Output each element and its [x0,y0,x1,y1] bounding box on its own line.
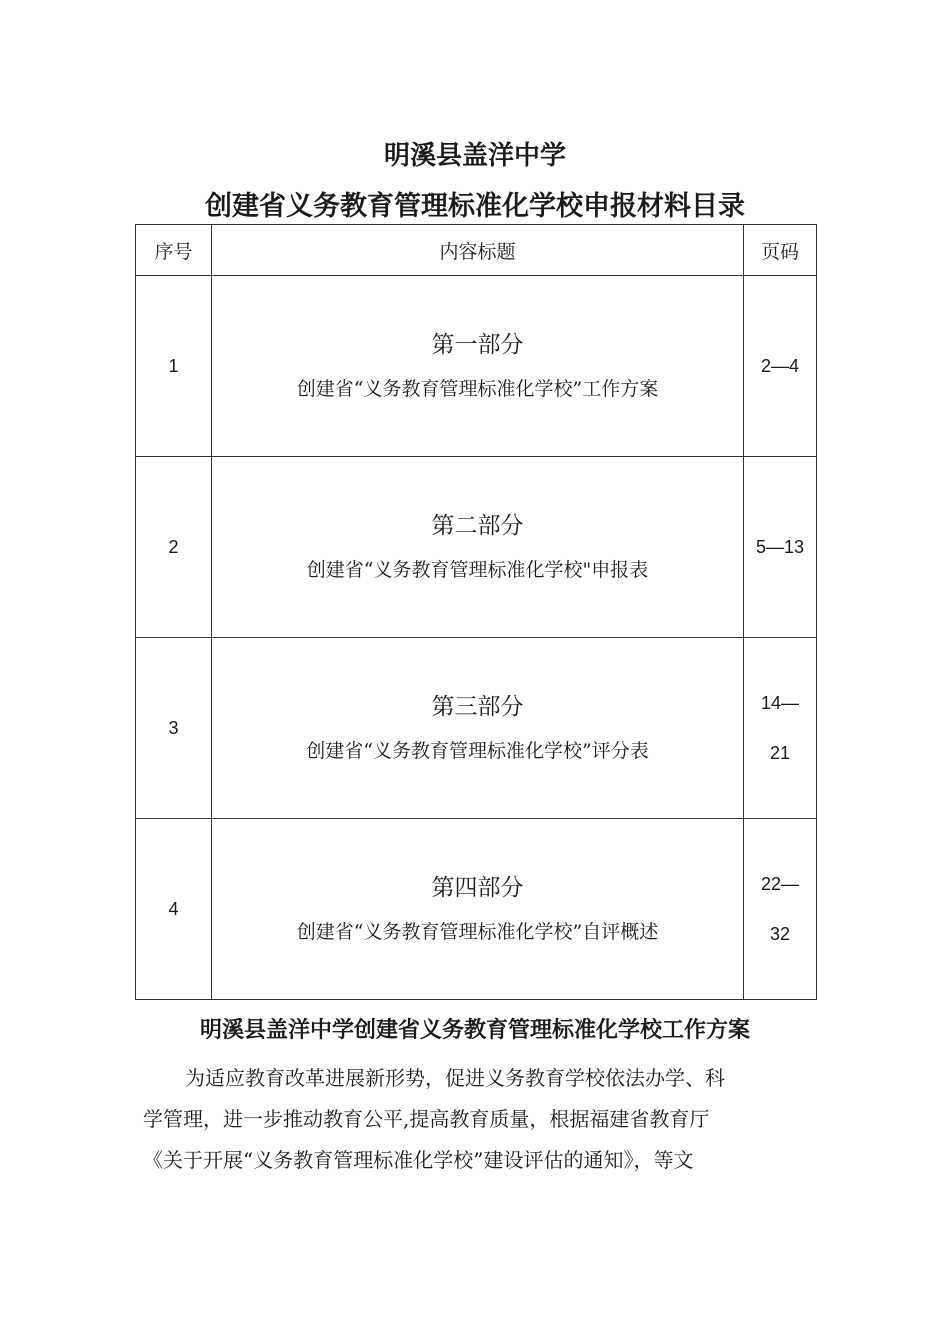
page-range-line: 14— [760,693,800,713]
row-number: 4 [136,819,212,1000]
table-row [136,638,817,819]
header-pages: 页码 [744,225,817,276]
part-description: 创建省“义务教育管理标准化学校”评分表 [306,740,649,762]
paragraph-line: 为适应教育改革进展新形势，促进义务教育学校依法办学、科 [185,1066,725,1090]
part-description: 创建省“义务教育管理标准化学校”自评概述 [296,921,659,943]
school-title: 明溪县盖洋中学 [383,141,566,171]
page-range-line: 2—4 [760,356,800,376]
page-range [744,638,817,819]
page-range [744,819,817,1000]
part-description: 创建省“义务教育管理标准化学校”工作方案 [296,378,659,400]
page-range-line: 32 [769,924,791,944]
body-paragraph [143,1058,808,1181]
part-label: 第四部分 [431,875,524,901]
row-number: 1 [136,276,212,457]
row-content [212,638,744,819]
table-row [136,457,817,638]
toc-header-row [136,225,817,276]
part-label: 第三部分 [431,694,524,720]
document-title: 创建省义务教育管理标准化学校申报材料目录 [205,191,745,222]
row-content [212,457,744,638]
section-title: 明溪县盖洋中学创建省义务教育管理标准化学校工作方案 [199,1018,750,1043]
paragraph-line: 《关于开展“义务教育管理标准化学校”建设评估的通知》，等文 [143,1148,694,1172]
page-range [744,457,817,638]
page-range [744,276,817,457]
part-description: 创建省“义务教育管理标准化学校"申报表 [306,559,649,581]
page-range-line: 22— [760,874,800,894]
table-row [136,276,817,457]
table-row [136,819,817,1000]
paragraph-line: 学管理，进一步推动教育公平,提高教育质量，根据福建省教育厅 [143,1107,710,1131]
header-num: 序号 [136,225,212,276]
row-number: 2 [136,457,212,638]
row-content [212,276,744,457]
row-number: 3 [136,638,212,819]
page-range-line: 5—13 [755,537,805,557]
row-content [212,819,744,1000]
toc-table [135,224,817,1000]
page-range-line: 21 [769,743,791,763]
part-label: 第一部分 [431,332,524,358]
header-title: 内容标题 [212,225,744,276]
part-label: 第二部分 [431,513,524,539]
